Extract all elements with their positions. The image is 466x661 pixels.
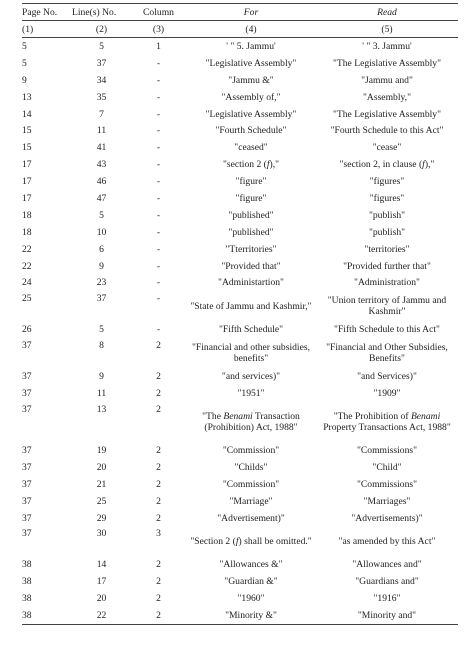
- cell-for: "Childs": [234, 461, 268, 473]
- cell-line-no: 9: [99, 260, 104, 272]
- cell-for: "Tterritories": [225, 243, 277, 255]
- cell-column: 2: [156, 576, 161, 588]
- cell-for: "Guardian &": [224, 576, 278, 588]
- cell-page-no: 26: [22, 324, 32, 336]
- cell-line-no: 19: [96, 444, 107, 456]
- cell-line-no: 34: [96, 74, 107, 86]
- cell-line-no: 9: [99, 371, 104, 383]
- cell-for: "1951": [237, 388, 265, 400]
- cell-page-no: 17: [22, 159, 32, 171]
- cell-for: "Commission": [222, 478, 280, 490]
- cell-column: -: [156, 243, 161, 255]
- cell-for: "Advertisement)": [217, 512, 285, 524]
- cell-line-no: 17: [96, 576, 107, 588]
- cell-page-no: 18: [22, 209, 32, 221]
- cell-read: "and Services)": [357, 371, 417, 383]
- table-row: [22, 556, 458, 573]
- cell-line-no: 43: [96, 159, 107, 171]
- table-row: [22, 139, 458, 156]
- table-row: [22, 156, 458, 173]
- cell-for: "Minority &": [186, 607, 316, 624]
- cell-line-no: 35: [96, 91, 107, 103]
- cell-for: "Section 2 (f) shall be omitted.": [190, 535, 312, 547]
- cell-column: -: [156, 260, 161, 272]
- cell-line-no: 47: [96, 192, 107, 204]
- cell-page-no: 37: [22, 371, 32, 383]
- table-row: [22, 459, 458, 476]
- cell-for: "Marriage": [229, 495, 273, 507]
- table-row: [22, 338, 458, 368]
- cell-read: "The Prohibition of Benami Property Transactions Act, 1988": [323, 411, 451, 434]
- cell-column: 2: [156, 388, 161, 400]
- cell-line-no: 46: [96, 176, 107, 188]
- cell-page-no: 38: [22, 607, 72, 624]
- cell-line-no: 11: [96, 388, 107, 400]
- cell-read: "figures": [369, 192, 405, 204]
- cell-for: "Assembly of,": [221, 91, 281, 103]
- cell-for: "ceased": [234, 142, 268, 154]
- cell-page-no: 37: [22, 404, 32, 416]
- table-row: [22, 173, 458, 190]
- table-row: [22, 291, 458, 321]
- cell-column: -: [156, 74, 161, 86]
- cell-line-no: 5: [99, 209, 104, 221]
- table-row: [22, 590, 458, 607]
- cell-page-no: 15: [22, 125, 32, 137]
- cell-page-no: 37: [22, 495, 32, 507]
- cell-read: "Jammu and": [361, 74, 413, 86]
- cell-page-no: 37: [22, 478, 32, 490]
- cell-for: "Financial and other subsidies, benefits": [192, 342, 310, 365]
- table-row: [22, 385, 458, 402]
- table-row: [22, 368, 458, 385]
- cell-column: -: [156, 277, 161, 289]
- cell-page-no: 18: [22, 226, 32, 238]
- cell-page-no: 38: [22, 559, 32, 571]
- cell-column: 2: [156, 559, 161, 571]
- cell-column: 2: [156, 340, 161, 352]
- table-row: [22, 526, 458, 556]
- cell-page-no: 37: [22, 512, 32, 524]
- table-row: [22, 190, 458, 207]
- cell-column: 2: [156, 512, 161, 524]
- cell-page-no: 38: [22, 576, 32, 588]
- cell-read: "Fourth Schedule to this Act": [330, 125, 444, 137]
- cell-read: "Guardians and": [355, 576, 419, 588]
- cell-line-no: 11: [96, 125, 107, 137]
- column-number-5: (5): [316, 21, 458, 38]
- cell-for: ' " 5. Jammu': [226, 40, 276, 52]
- cell-for: "Provided that": [221, 260, 281, 272]
- cell-line-no: 5: [99, 40, 104, 52]
- cell-column: -: [156, 209, 161, 221]
- cell-read: "publish": [368, 226, 406, 238]
- cell-page-no: 5: [22, 40, 27, 52]
- cell-column: 1: [156, 40, 161, 52]
- cell-line-no: 5: [99, 324, 104, 336]
- cell-page-no: 15: [22, 142, 32, 154]
- column-number-4: (4): [186, 21, 316, 38]
- cell-page-no: 25: [22, 293, 32, 305]
- cell-for: "section 2 (f),": [222, 159, 280, 171]
- cell-column: -: [156, 176, 161, 188]
- table-row: [22, 510, 458, 527]
- table-row: [22, 607, 458, 624]
- cell-for: "Legislative Assembly": [205, 57, 297, 69]
- cell-line-no: 8: [99, 340, 104, 352]
- cell-page-no: 14: [22, 108, 32, 120]
- cell-read: ' " 3. Jammu': [362, 40, 412, 52]
- cell-column: 2: [156, 371, 161, 383]
- cell-for: "State of Jammu and Kashmir,": [190, 300, 312, 312]
- cell-column: 2: [156, 404, 161, 416]
- cell-line-no: 10: [96, 226, 107, 238]
- header-read: Read: [316, 4, 458, 21]
- cell-for: "Allowances &": [219, 559, 283, 571]
- cell-read: "1916": [373, 593, 401, 605]
- cell-read: "cease": [372, 142, 402, 154]
- table-row: [22, 241, 458, 258]
- cell-column: -: [156, 108, 161, 120]
- cell-page-no: 24: [22, 277, 32, 289]
- column-number-3: (3): [131, 21, 186, 38]
- cell-column: 3: [156, 528, 161, 540]
- cell-line-no: 20: [96, 593, 107, 605]
- cell-line-no: 23: [96, 277, 107, 289]
- cell-line-no: 21: [96, 478, 107, 490]
- cell-column: -: [156, 57, 161, 69]
- cell-page-no: 22: [22, 243, 32, 255]
- cell-for: "Fourth Schedule": [215, 125, 287, 137]
- table-row: [22, 207, 458, 224]
- header-line-no: Line(s) No.: [72, 4, 131, 21]
- cell-page-no: 17: [22, 176, 32, 188]
- cell-read: "as amended by this Act": [338, 535, 436, 547]
- cell-for: "and services)": [221, 371, 281, 383]
- cell-for: "figure": [235, 176, 267, 188]
- cell-column: -: [156, 293, 161, 305]
- cell-line-no: 14: [96, 559, 107, 571]
- table-row: [22, 274, 458, 291]
- cell-read: "Provided further that": [343, 260, 431, 272]
- header-page-no: Page No.: [22, 4, 72, 21]
- cell-read: "Child": [372, 461, 402, 473]
- cell-for: "Administartion": [218, 277, 284, 289]
- header-row: [22, 4, 458, 21]
- cell-column: 2: [156, 444, 161, 456]
- cell-column: -: [156, 324, 161, 336]
- cell-for: "Jammu &": [228, 74, 274, 86]
- table-row: [22, 476, 458, 493]
- table-row: [22, 224, 458, 241]
- cell-line-no: 7: [99, 108, 104, 120]
- cell-read: "section 2, in clause (f),": [339, 159, 435, 171]
- table-row: [22, 72, 458, 89]
- cell-read: "publish": [368, 209, 406, 221]
- cell-page-no: 22: [22, 260, 32, 272]
- column-number-1: (1): [22, 21, 72, 38]
- cell-column: -: [156, 91, 161, 103]
- table-row: [22, 442, 458, 459]
- table-row: [22, 89, 458, 106]
- cell-page-no: 38: [22, 593, 32, 605]
- cell-column: -: [156, 226, 161, 238]
- cell-read: "Marriages": [363, 495, 411, 507]
- cell-for: "Commission": [222, 444, 280, 456]
- table-row: [22, 402, 458, 442]
- cell-page-no: 37: [22, 388, 32, 400]
- table-row: [22, 55, 458, 72]
- cell-column: 2: [131, 607, 186, 624]
- cell-page-no: 37: [22, 444, 32, 456]
- cell-read: "Commissions": [356, 478, 418, 490]
- cell-line-no: 30: [96, 528, 107, 540]
- cell-page-no: 5: [22, 57, 27, 69]
- cell-page-no: 37: [22, 461, 32, 473]
- cell-read: "1909": [373, 388, 401, 400]
- cell-column: -: [156, 125, 161, 137]
- cell-page-no: 13: [22, 91, 32, 103]
- header-for: For: [186, 4, 316, 21]
- cell-column: -: [156, 192, 161, 204]
- table-row: [22, 258, 458, 275]
- cell-read: "Advertisements)": [351, 512, 423, 524]
- table-row: [22, 493, 458, 510]
- cell-read: "The Legislative Assembly": [332, 108, 441, 120]
- table-row: [22, 122, 458, 139]
- cell-read: "Union territory of Jammu and Kashmir": [327, 295, 447, 318]
- cell-line-no: 41: [96, 142, 107, 154]
- cell-read: "territories": [364, 243, 410, 255]
- cell-page-no: 9: [22, 74, 27, 86]
- cell-read: "Financial and Other Subsidies, Benefits": [326, 342, 448, 365]
- cell-line-no: 22: [72, 607, 131, 624]
- cell-read: "Fifth Schedule to this Act": [334, 324, 440, 336]
- cell-line-no: 29: [96, 512, 107, 524]
- cell-page-no: 37: [22, 340, 32, 352]
- table-row: [22, 38, 458, 55]
- cell-line-no: 37: [96, 57, 107, 69]
- table-row: [22, 321, 458, 338]
- cell-for: "figure": [235, 192, 267, 204]
- header-column: Column: [131, 4, 186, 21]
- cell-read: "figures": [369, 176, 405, 188]
- cell-for: "Legislative Assembly": [205, 108, 297, 120]
- column-number-2: (2): [72, 21, 131, 38]
- errata-table: [22, 3, 458, 625]
- cell-line-no: 37: [96, 293, 107, 305]
- table-row: [22, 106, 458, 123]
- cell-page-no: 17: [22, 192, 32, 204]
- cell-for: "Fifth Schedule": [218, 324, 284, 336]
- cell-line-no: 20: [96, 461, 107, 473]
- cell-read: "Assembly,": [363, 91, 411, 103]
- cell-column: 2: [156, 495, 161, 507]
- column-number-row: [22, 21, 458, 38]
- cell-line-no: 6: [99, 243, 104, 255]
- cell-page-no: 37: [22, 528, 32, 540]
- cell-read: "Minority and": [316, 607, 458, 624]
- cell-for: "The Benami Transaction (Prohibition) Act, 1988": [202, 411, 300, 434]
- cell-read: "The Legislative Assembly": [332, 57, 441, 69]
- cell-for: "1960": [237, 593, 265, 605]
- cell-for: "published": [228, 226, 274, 238]
- cell-column: -: [156, 142, 161, 154]
- table-row: [22, 573, 458, 590]
- cell-column: 2: [156, 478, 161, 490]
- cell-read: "Commissions": [356, 444, 418, 456]
- cell-read: "Allowances and": [352, 559, 422, 571]
- errata-body: [22, 38, 458, 625]
- cell-for: "published": [228, 209, 274, 221]
- cell-read: "Administration": [354, 277, 420, 289]
- cell-line-no: 13: [96, 404, 107, 416]
- cell-column: -: [156, 159, 161, 171]
- cell-column: 2: [156, 461, 161, 473]
- cell-line-no: 25: [96, 495, 107, 507]
- cell-column: 2: [156, 593, 161, 605]
